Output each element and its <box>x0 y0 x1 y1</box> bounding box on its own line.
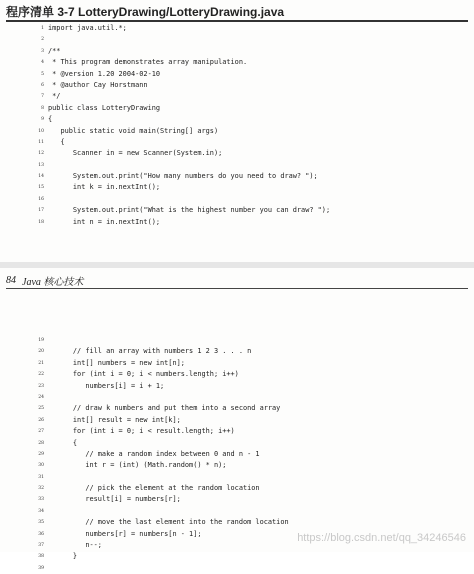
line-number: 4 <box>41 60 44 66</box>
line-number: 2 <box>41 37 44 43</box>
code-line <box>0 205 474 216</box>
code-text: numbers[r] = numbers[n - 1]; <box>48 529 202 538</box>
line-number: 22 <box>38 372 44 378</box>
code-text: * This program demonstrates array manipulation. <box>48 58 248 67</box>
code-text: result[i] = numbers[r]; <box>48 495 181 504</box>
line-number: 17 <box>38 208 44 214</box>
line-number: 13 <box>38 162 44 168</box>
line-number: 7 <box>41 94 44 100</box>
code-text: System.out.print("How many numbers do you need to draw? "); <box>48 172 318 181</box>
code-text: // move the last element into the random location <box>48 518 289 527</box>
code-text: for (int i = 0; i < numbers.length; i++) <box>48 370 239 379</box>
line-number: 25 <box>38 406 44 412</box>
code-line <box>0 403 474 414</box>
line-number: 20 <box>38 349 44 355</box>
code-text: // make a random index between 0 and n - 1 <box>48 449 260 458</box>
code-line <box>0 80 474 91</box>
line-number: 14 <box>38 174 44 180</box>
code-line <box>0 103 474 114</box>
line-number: 26 <box>38 417 44 423</box>
code-text: { <box>48 115 53 124</box>
code-line <box>0 472 474 483</box>
line-number: 38 <box>38 554 44 560</box>
code-line <box>0 148 474 159</box>
code-line <box>0 415 474 426</box>
code-line <box>0 506 474 517</box>
bottom-page <box>0 268 474 571</box>
code-line <box>0 126 474 137</box>
line-number: 19 <box>38 338 44 343</box>
line-number: 32 <box>38 486 44 492</box>
code-line <box>0 69 474 80</box>
code-line <box>0 34 474 45</box>
code-line <box>0 563 474 574</box>
line-number: 31 <box>38 474 44 480</box>
code-listing-top <box>0 23 474 228</box>
code-line <box>0 358 474 369</box>
line-number: 16 <box>38 196 44 202</box>
code-text: public static void main(String[] args) <box>48 126 219 135</box>
line-number: 23 <box>38 383 44 389</box>
code-line <box>0 23 474 34</box>
line-number: 28 <box>38 440 44 446</box>
code-text: // draw k numbers and put them into a second array <box>48 404 281 413</box>
code-line <box>0 114 474 125</box>
code-text: /** <box>48 46 61 55</box>
listing-title: 程序清单 3-7 LotteryDrawing/LotteryDrawing.java <box>6 4 285 19</box>
code-line <box>0 46 474 57</box>
code-line <box>0 194 474 205</box>
code-text: // fill an array with numbers 1 2 3 . . . n <box>48 347 252 356</box>
code-line <box>0 57 474 68</box>
line-number: 6 <box>41 82 44 88</box>
code-text: */ <box>48 92 61 101</box>
code-line <box>0 369 474 380</box>
code-line <box>0 551 474 562</box>
line-number: 29 <box>38 451 44 457</box>
code-line <box>0 217 474 228</box>
code-text: System.out.print("What is the highest number you can draw? "); <box>48 206 331 215</box>
code-line <box>0 137 474 148</box>
line-number: 1 <box>41 26 44 31</box>
line-number: 5 <box>41 71 44 77</box>
code-line <box>0 392 474 403</box>
line-number: 37 <box>38 543 44 549</box>
line-number: 33 <box>38 497 44 503</box>
line-number: 12 <box>38 151 44 157</box>
code-line <box>0 438 474 449</box>
code-text: { <box>48 137 65 146</box>
line-number: 27 <box>38 429 44 435</box>
running-title: Java 核心技术 <box>22 276 84 288</box>
line-number: 39 <box>38 565 44 571</box>
code-text: { <box>48 438 78 447</box>
line-number: 8 <box>41 105 44 111</box>
code-line <box>0 483 474 494</box>
line-number: 30 <box>38 463 44 469</box>
code-line <box>0 449 474 460</box>
listing-header <box>6 2 468 22</box>
code-text: // pick the element at the random location <box>48 484 260 493</box>
line-number: 15 <box>38 185 44 191</box>
code-text: int[] result = new int[k]; <box>48 415 181 424</box>
line-number: 35 <box>38 520 44 526</box>
code-line <box>0 517 474 528</box>
line-number: 34 <box>38 508 44 514</box>
code-text: for (int i = 0; i < result.length; i++) <box>48 427 235 436</box>
code-line <box>0 460 474 471</box>
code-line <box>0 335 474 346</box>
code-line <box>0 346 474 357</box>
code-text: int r = (int) (Math.random() * n); <box>48 461 227 470</box>
code-line <box>0 91 474 102</box>
code-text: import java.util.*; <box>48 24 127 32</box>
line-number: 21 <box>38 360 44 366</box>
line-number: 10 <box>38 128 44 134</box>
line-number: 3 <box>41 48 44 54</box>
code-line <box>0 160 474 171</box>
line-number: 9 <box>41 117 44 123</box>
code-text: int[] numbers = new int[n]; <box>48 358 185 367</box>
line-number: 24 <box>38 394 44 400</box>
line-number: 36 <box>38 531 44 537</box>
line-number: 11 <box>38 139 44 145</box>
watermark: https://blog.csdn.net/qq_34246546 <box>297 532 466 544</box>
code-line <box>0 182 474 193</box>
code-line <box>0 381 474 392</box>
code-text: numbers[i] = i + 1; <box>48 381 165 390</box>
code-text: } <box>48 552 78 561</box>
code-text: int n = in.nextInt(); <box>48 217 161 226</box>
code-text: * @author Cay Horstmann <box>48 80 148 89</box>
code-line <box>0 426 474 437</box>
top-page <box>0 0 474 262</box>
code-line <box>0 171 474 182</box>
page-number: 84 <box>6 274 16 286</box>
code-text: public class LotteryDrawing <box>48 103 161 112</box>
code-text: * @version 1.20 2004-02-10 <box>48 69 161 78</box>
line-number: 18 <box>38 219 44 225</box>
code-line <box>0 494 474 505</box>
code-text: int k = in.nextInt(); <box>48 183 161 192</box>
code-text: n--; <box>48 541 102 550</box>
running-header <box>6 272 468 289</box>
code-text: Scanner in = new Scanner(System.in); <box>48 149 223 158</box>
